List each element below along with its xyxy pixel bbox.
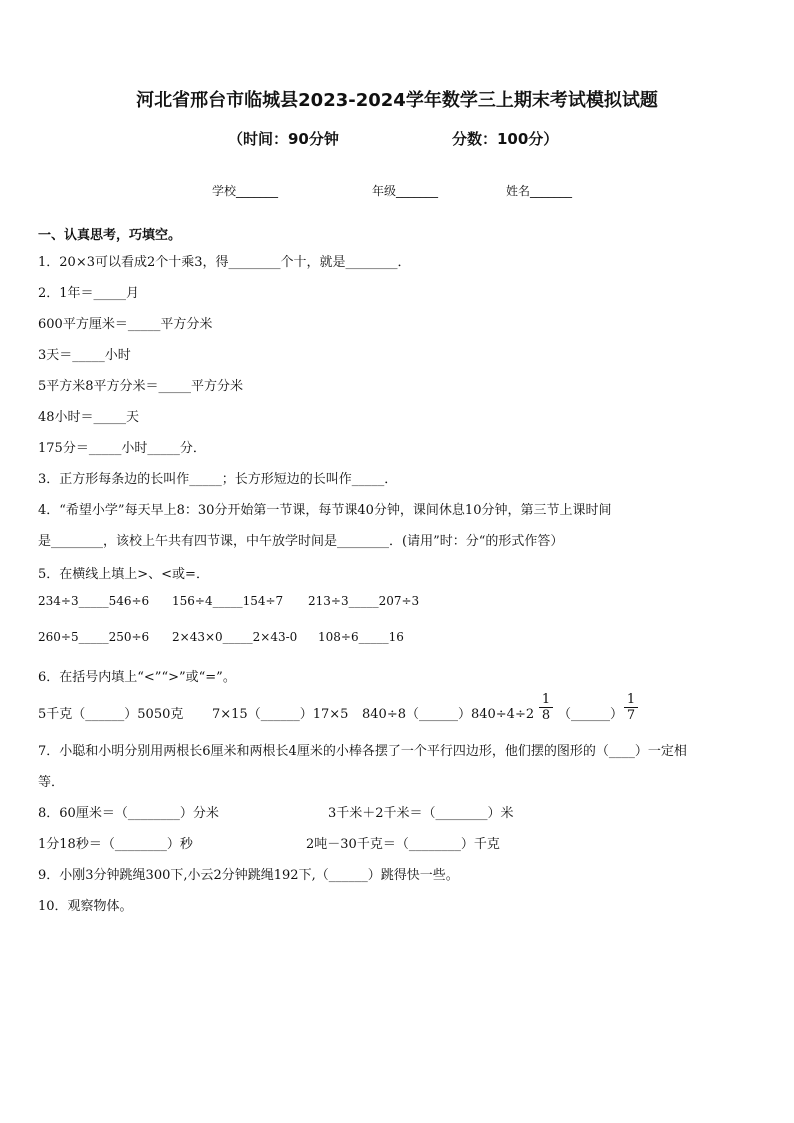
fraction-numerator: 1	[624, 692, 638, 708]
question-8-b: 3千米＋2千米＝（________）米	[328, 806, 514, 821]
question-7-line1: 7．小聪和小明分别用两根长6厘米和两根长4厘米的小棒各摆了一个平行四边形，他们摆的图形的（____）一定相	[38, 744, 687, 759]
fraction-denominator: 7	[626, 708, 636, 723]
question-5-item: 213÷3_____207÷3	[308, 594, 420, 608]
name-field: 姓名_______	[506, 184, 573, 198]
question-4-line1: 4．“希望小学”每天早上8：30分开始第一节课，每节课40分钟，课间休息10分钟，第三节上课时间	[38, 503, 612, 518]
question-2-b: 600平方厘米＝_____平方分米	[38, 317, 213, 332]
exam-time: （时间：90分钟	[228, 130, 339, 148]
question-6-item: 840÷8（______）840÷4÷2	[362, 707, 535, 722]
question-7-line2: 等．	[38, 775, 65, 790]
question-2-f: 175分＝_____小时_____分．	[38, 441, 206, 456]
question-2-d: 5平方米8平方分米＝_____平方分米	[38, 379, 244, 394]
question-8-d: 2吨－30千克＝（________）千克	[306, 837, 500, 852]
fraction-one-eighth	[539, 692, 553, 723]
exam-score: 分数：100分）	[452, 130, 559, 148]
fraction-numerator: 1	[539, 692, 553, 708]
question-5-item: 234÷3_____546÷6	[38, 594, 150, 608]
question-5-item: 108÷6_____16	[318, 630, 404, 644]
question-3: 3．正方形每条边的长叫作_____；长方形短边的长叫作_____．	[38, 472, 398, 487]
question-8-a: 8．60厘米＝（________）分米	[38, 806, 219, 821]
question-2-a: 2．1年＝_____月	[38, 286, 140, 301]
fraction-one-seventh	[624, 692, 638, 723]
question-5-item: 260÷5_____250÷6	[38, 630, 150, 644]
question-2-c: 3天＝_____小时	[38, 348, 131, 363]
question-6-title: 6．在括号内填上“<”“>”或“=”。	[38, 670, 236, 685]
question-5-title: 5．在横线上填上>、<或=．	[38, 567, 209, 582]
question-5-item: 2×43×0_____2×43-0	[172, 630, 298, 644]
page-title: 河北省邢台市临城县2023-2024学年数学三上期末考试模拟试题	[136, 90, 658, 111]
school-field: 学校_______	[212, 184, 279, 198]
question-6-item: （______）	[558, 707, 624, 722]
question-8-c: 1分18秒＝（________）秒	[38, 837, 193, 852]
question-2-e: 48小时＝_____天	[38, 410, 140, 425]
question-10: 10．观察物体。	[38, 899, 133, 914]
question-6-item: 7×15（______）17×5	[212, 707, 349, 722]
question-1: 1．20×3可以看成2个十乘3，得________个十，就是________．	[38, 255, 411, 270]
question-4-line2: 是________，该校上午共有四节课，中午放学时间是________．(请用”时：分“的形式作答）	[38, 534, 564, 549]
grade-field: 年级_______	[372, 184, 439, 198]
question-5-item: 156÷4_____154÷7	[172, 594, 284, 608]
section-title: 一、认真思考，巧填空。	[38, 228, 182, 243]
question-9: 9．小刚3分钟跳绳300下,小云2分钟跳绳192下,（______）跳得快一些。	[38, 868, 459, 883]
fraction-denominator: 8	[541, 708, 551, 723]
question-6-item: 5千克（______）5050克	[38, 707, 184, 722]
